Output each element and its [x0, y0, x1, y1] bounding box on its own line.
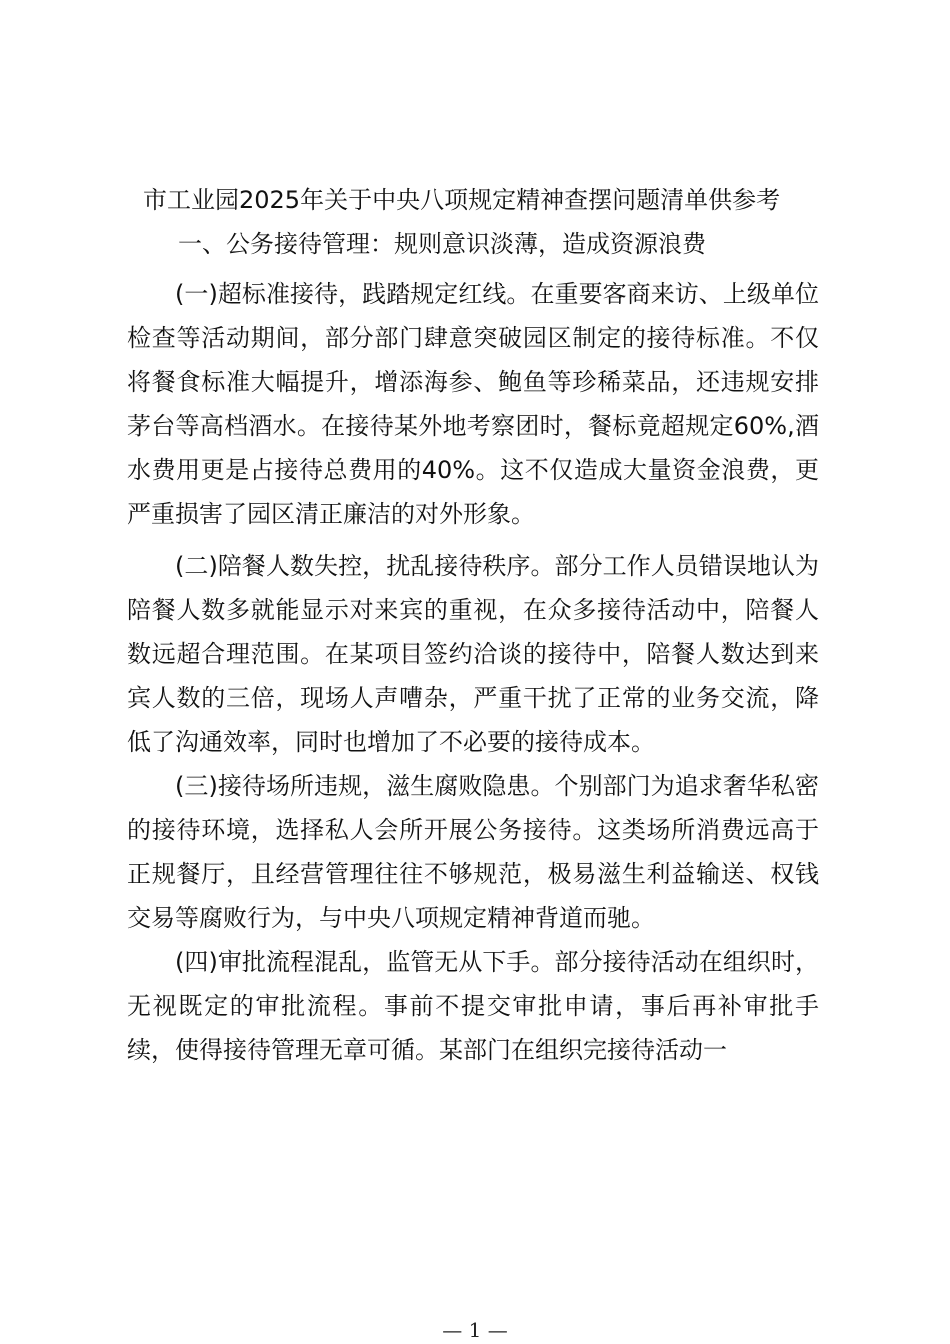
paragraph-4: (四)审批流程混乱，监管无从下手。部分接待活动在组织时，无视既定的审批流程。事前不提交审批申请，事后再补审批手续，使得接待管理无章可循。某部门在组织完接待活动一	[127, 948, 819, 1064]
body-text	[127, 272, 819, 1072]
document-title: 市工业园2025年关于中央八项规定精神查摆问题清单供参考	[143, 186, 781, 214]
section-heading: 一、公务接待管理：规则意识淡薄，造成资源浪费	[178, 230, 706, 258]
page-number: — 1 —	[442, 1318, 508, 1342]
paragraph-2: (二)陪餐人数失控，扰乱接待秩序。部分工作人员错误地认为陪餐人数多就能显示对来宾的重视，在众多接待活动中，陪餐人数远超合理范围。在某项目签约洽谈的接待中，陪餐人数达到来宾人数的三倍，现场人声嘈杂，严重干扰了正常的业务交流，降低了沟通效率，同时也增加了不必要的接待成本。	[127, 552, 819, 756]
paragraph-3: (三)接待场所违规，滋生腐败隐患。个别部门为追求奢华私密的接待环境，选择私人会所开展公务接待。这类场所消费远高于正规餐厅，且经营管理往往不够规范，极易滋生利益输送、权钱交易等腐败行为，与中央八项规定精神背道而驰。	[127, 772, 819, 932]
paragraph-1: (一)超标准接待，践踏规定红线。在重要客商来访、上级单位检查等活动期间，部分部门肆意突破园区制定的接待标准。不仅将餐食标准大幅提升，增添海参、鲍鱼等珍稀菜品，还违规安排茅台等高档酒水。在接待某外地考察团时，餐标竟超规定60%,酒水费用更是占接待总费用的40%。这不仅造成大量资金浪费，更严重损害了园区清正廉洁的对外形象。	[127, 280, 819, 528]
